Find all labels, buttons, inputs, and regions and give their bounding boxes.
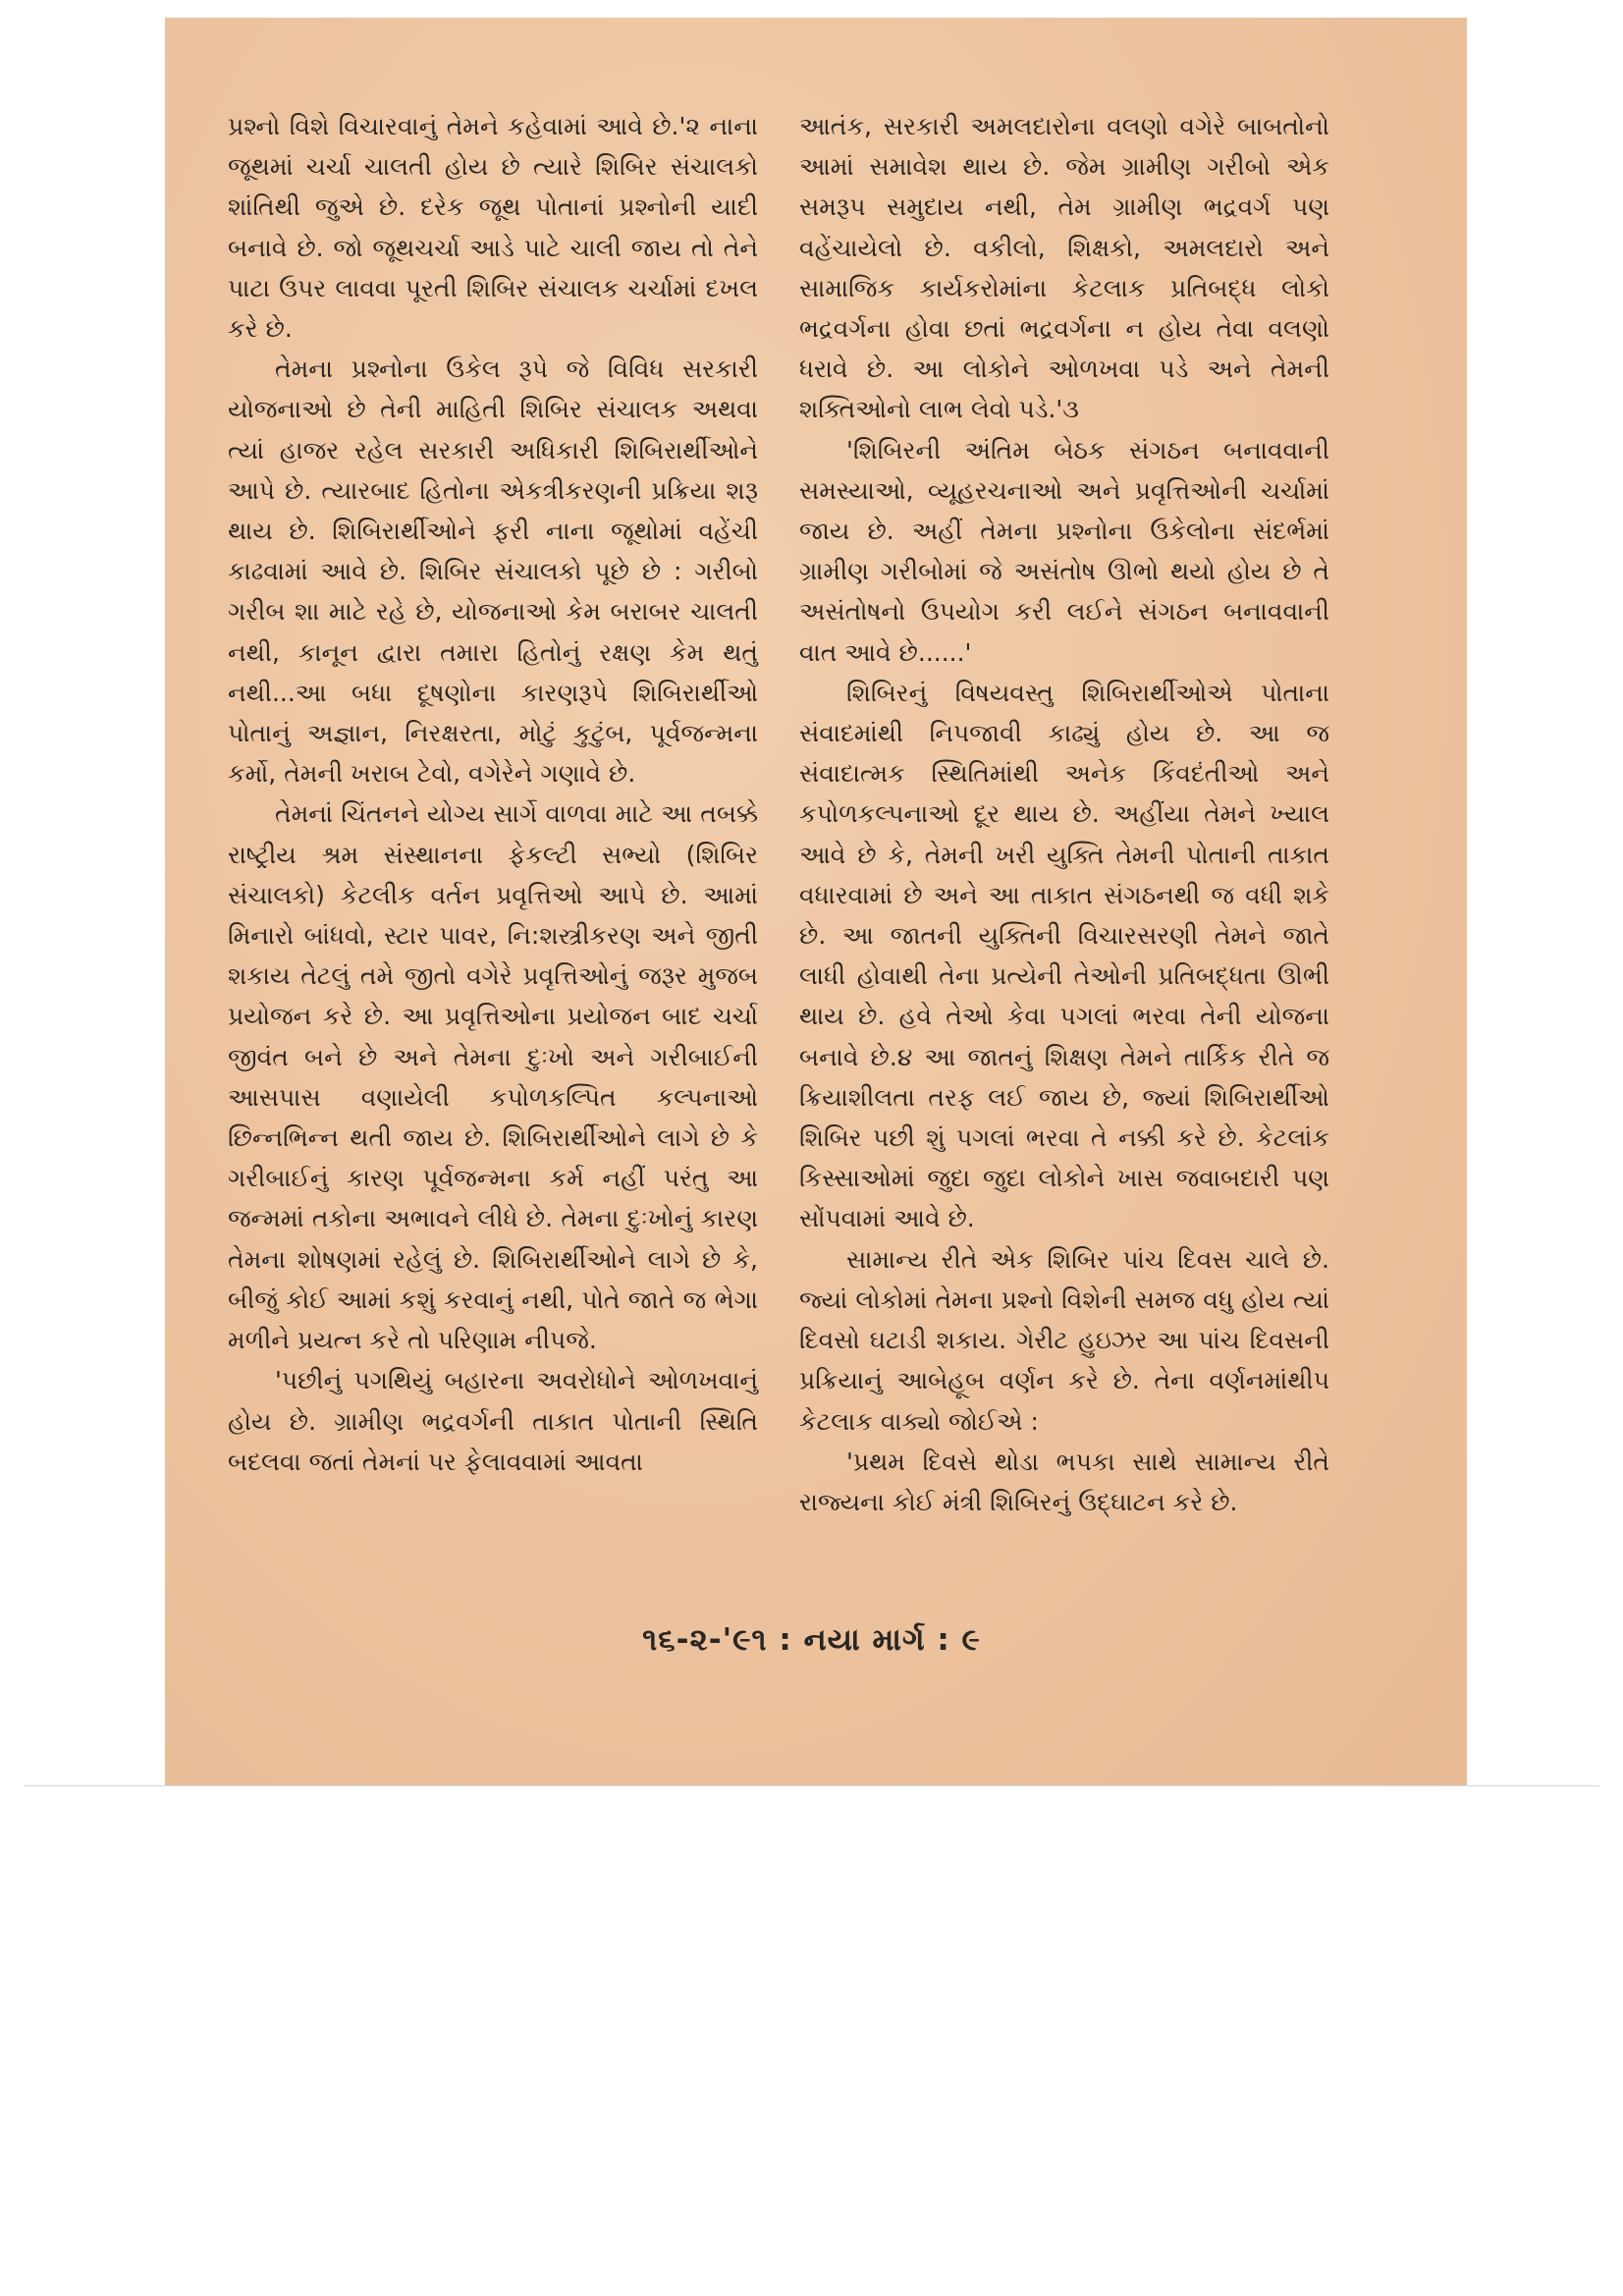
paragraph: તેમનાં ચિંતનને યોગ્ય સાર્ગે વાળવા માટે આ તબક્કે રાષ્ટ્રીય શ્રમ સંસ્થાનના ફેકલ્ટી સભ્યો (શિબિર સંચાલકો) કેટલીક વર્તન પ્રવૃત્તિઓ આપે છે. આમાં મિનારો બાંધવો, સ્ટાર પાવર, નિ:શસ્ત્રીકરણ અને જીતી શકાય તેટલું તમે જીતો વગેરે પ્રવૃત્તિઓનું જરૂર મુજબ પ્રયોજન કરે છે. આ પ્રવૃત્તિઓના પ્રયોજન બાદ ચર્ચા જીવંત બને છે અને તેમના દુઃખો અને ગરીબાઈની આસપાસ વણાયેલી કપોળકલ્પિત કલ્પનાઓ છિન્નભિન્ન થતી જાય છે. શિબિરાર્થીઓને લાગે છે કે ગરીબાઈનું કારણ પૂર્વજન્મના કર્મ નહીં પરંતુ આ જન્મમાં તકોના અભાવને લીધે છે. તેમના દુઃખોનું કારણ તેમના શોષણમાં રહેલું છે. શિબિરાર્થીઓને લાગે છે કે, બીજું કોઈ આમાં કશું કરવાનું નથી, પોતે જાતે જ ભેગા મળીને પ્રયત્ન કરે તો પરિણામ નીપજે. — [228, 799, 758, 1355]
paragraph: પ્રશ્નો વિશે વિચારવાનું તેમને કહેવામાં આવે છે.'૨ નાના જૂથમાં ચર્ચા ચાલતી હોય છે ત્યારે શિબિર સંચાલકો શાંતિથી જુએ છે. દરેક જૂથ પોતાનાં પ્રશ્નોની યાદી બનાવે છે. જો જૂથચર્ચા આડે પાટે ચાલી જાય તો તેને પાટા ઉપર લાવવા પૂરતી શિબિર સંચાલક ચર્ચામાં દખલ કરે છે. — [228, 112, 758, 344]
right-column — [799, 106, 1329, 1522]
page-footer: ૧૬-૨-'૯૧ : નયા માર્ગ : ૯ — [642, 1622, 981, 1658]
paragraph: આતંક, સરકારી અમલદારોના વલણો વગેરે બાબતોનો આમાં સમાવેશ થાય છે. જેમ ગ્રામીણ ગરીબો એક સમરૂપ સમુદાય નથી, તેમ ગ્રામીણ ભદ્રવર્ગ પણ વહેંચાયેલો છે. વકીલો, શિક્ષકો, અમલદારો અને સામાજિક કાર્યકરોમાંના કેટલાક પ્રતિબદ્ધ લોકો ભદ્રવર્ગના હોવા છતાં ભદ્રવર્ગના ન હોય તેવા વલણો ધરાવે છે. આ લોકોને ઓળખવા પડે અને તેમની શક્તિઓનો લાભ લેવો પડે.'૩ — [799, 112, 1329, 424]
paragraph: શિબિરનું વિષયવસ્તુ શિબિરાર્થીઓએ પોતાના સંવાદમાંથી નિપજાવી કાઢ્યું હોય છે. આ જ સંવાદાત્મક સ્થિતિમાંથી અનેક કિંવદંતીઓ અને કપોળકલ્પનાઓ દૂર થાય છે. અહીંયા તેમને ખ્યાલ આવે છે કે, તેમની ખરી યુક્તિ તેમની પોતાની તાકાત વધારવામાં છે અને આ તાકાત સંગઠનથી જ વધી શકે છે. આ જાતની યુક્તિની વિચારસરણી તેમને જાતે લાધી હોવાથી તેના પ્રત્યેની તેઓની પ્રતિબદ્ધતા ઊભી થાય છે. હવે તેઓ કેવા પગલાં ભરવા તેની યોજના બનાવે છે.૪ આ જાતનું શિક્ષણ તેમને તાર્કિક રીતે જ ક્રિયાશીલતા તરફ લઈ જાય છે, જ્યાં શિબિરાર્થીઓ શિબિર પછી શું પગલાં ભરવા તે નક્કી કરે છે. કેટલાંક કિસ્સાઓમાં જુદા જુદા લોકોને ખાસ જવાબદારી પણ સોંપવામાં આવે છે. — [799, 678, 1329, 1233]
paragraph: 'પ્રથમ દિવસે થોડા ભપકા સાથે સામાન્ય રીતે રાજ્યના કોઈ મંત્રી શિબિરનું ઉદ્‌ઘાટન કરે છે. — [799, 1447, 1329, 1516]
left-column — [228, 106, 758, 1482]
paragraph: તેમના પ્રશ્નોના ઉકેલ રૂપે જે વિવિધ સરકારી યોજનાઓ છે તેની માહિતી શિબિર સંચાલક અથવા ત્યાં હાજર રહેલ સરકારી અધિકારી શિબિરાર્થીઓને આપે છે. ત્યારબાદ હિતોના એકત્રીકરણની પ્રક્રિયા શરૂ થાય છે. શિબિરાર્થીઓને ફરી નાના જૂથોમાં વહેંચી કાઢવામાં આવે છે. શિબિર સંચાલકો પૂછે છે : ગરીબો ગરીબ શા માટે રહે છે, યોજનાઓ કેમ બરાબર ચાલતી નથી, કાનૂન દ્વારા તમારા હિતોનું રક્ષણ કેમ થતું નથી...આ બધા દૂષણોના કારણરૂપે શિબિરાર્થીઓ પોતાનું અજ્ઞાન, નિરક્ષરતા, મોટું કુટુંબ, પૂર્વજન્મના કર્મો, તેમની ખરાબ ટેવો, વગેરેને ગણાવે છે. — [228, 355, 758, 789]
paragraph: 'શિબિરની અંતિમ બેઠક સંગઠન બનાવવાની સમસ્યાઓ, વ્યૂહરચનાઓ અને પ્રવૃત્તિઓની ચર્ચામાં જાય છે. અહીં તેમના પ્રશ્નોના ઉકેલોના સંદર્ભમાં ગ્રામીણ ગરીબોમાં જે અસંતોષ ઊભો થયો હોય છે તે અસંતોષનો ઉપયોગ કરી લઈને સંગઠન બનાવવાની વાત આવે છે......' — [799, 435, 1329, 667]
paragraph: સામાન્ય રીતે એક શિબિર પાંચ દિવસ ચાલે છે. જ્યાં લોકોમાં તેમના પ્રશ્નો વિશેની સમજ વધુ હોય ત્યાં દિવસો ઘટાડી શકાય. ગેરીટ હુઇઝર આ પાંચ દિવસની પ્રક્રિયાનું આબેહૂબ વર્ણન કરે છે. તેના વર્ણનમાંથી૫ કેટલાક વાક્યો જોઈએ : — [799, 1244, 1329, 1436]
divider — [24, 1785, 1599, 1786]
paragraph: 'પછીનું પગથિયું બહારના અવરોધોને ઓળખવાનું હોય છે. ગ્રામીણ ભદ્રવર્ગની તાકાત પોતાની સ્થિતિ બદલવા જતાં તેમનાં પર ફેલાવવામાં આવતા — [228, 1366, 758, 1476]
